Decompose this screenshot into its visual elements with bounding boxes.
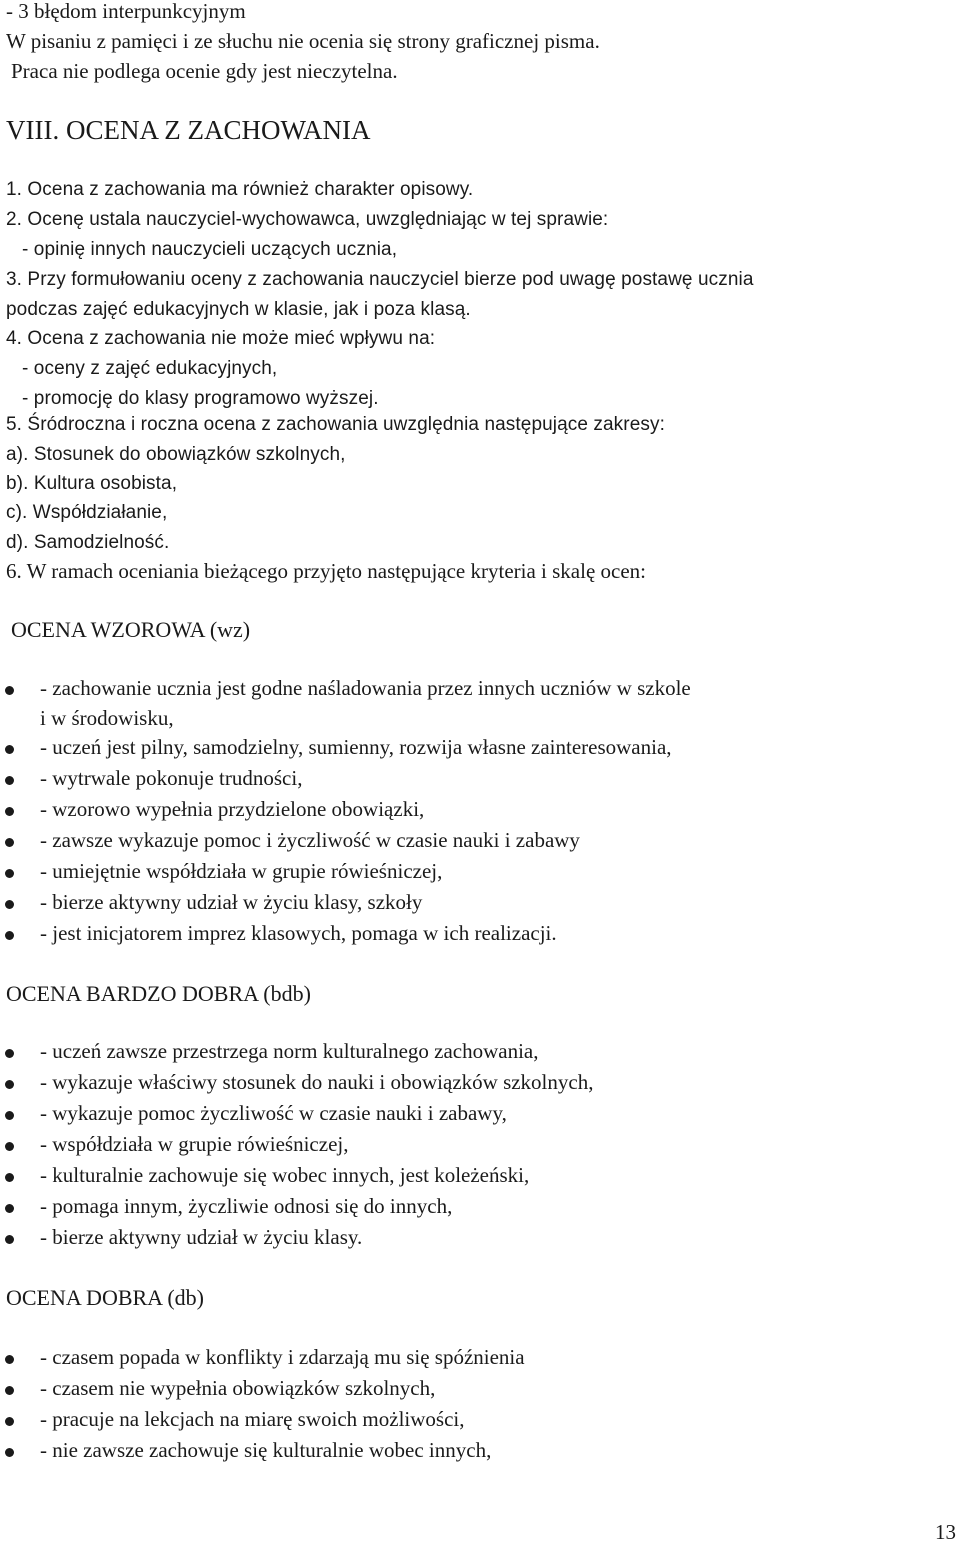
section-line: 2. Ocenę ustala nauczyciel-wychowawca, uwzględniając w tej sprawie:	[6, 209, 609, 230]
list-item: - współdziała w grupie rówieśniczej,	[40, 1132, 349, 1156]
list-item: - umiejętnie współdziała w grupie rówieśniczej,	[40, 859, 443, 883]
bullet-icon	[5, 1417, 14, 1426]
list-item: - wzorowo wypełnia przydzielone obowiązki,	[40, 797, 425, 821]
section-line: a). Stosunek do obowiązków szkolnych,	[6, 444, 346, 465]
bullet-icon	[5, 931, 14, 940]
list-item: - uczeń jest pilny, samodzielny, sumienny, rozwija własne zainteresowania,	[40, 735, 672, 759]
section-line: b). Kultura osobista,	[6, 473, 178, 494]
bullet-icon	[5, 1111, 14, 1120]
bullet-icon	[5, 1049, 14, 1058]
page-number: 13	[935, 1520, 956, 1544]
section-line: 5. Śródroczna i roczna ocena z zachowania uwzględnia następujące zakresy:	[6, 414, 665, 435]
bullet-icon	[5, 1448, 14, 1457]
grade-heading-dobra: OCENA DOBRA (db)	[6, 1285, 205, 1310]
section-line: 3. Przy formułowaniu oceny z zachowania nauczyciel bierze pod uwagę postawę ucznia	[6, 269, 754, 290]
intro-line: - 3 błędom interpunkcyjnym	[6, 0, 246, 23]
list-item: - wytrwale pokonuje trudności,	[40, 766, 303, 790]
list-item: - czasem popada w konflikty i zdarzają mu się spóźnienia	[40, 1345, 525, 1369]
intro-line: W pisaniu z pamięci i ze słuchu nie ocenia się strony graficznej pisma.	[6, 29, 600, 53]
grade-heading-wzorowa: OCENA WZOROWA (wz)	[11, 617, 251, 642]
section-line: c). Współdziałanie,	[6, 502, 168, 523]
list-item: - uczeń zawsze przestrzega norm kulturalnego zachowania,	[40, 1039, 539, 1063]
bullet-icon	[5, 869, 14, 878]
bullet-icon	[5, 1080, 14, 1089]
list-item: - kulturalnie zachowuje się wobec innych, jest koleżeński,	[40, 1163, 530, 1187]
bullet-icon	[5, 1142, 14, 1151]
section-line: 6. W ramach oceniania bieżącego przyjęto następujące kryteria i skalę ocen:	[6, 559, 646, 583]
list-item: - bierze aktywny udział w życiu klasy, szkoły	[40, 890, 423, 914]
list-item: - zachowanie ucznia jest godne naśladowania przez innych uczniów w szkole	[40, 676, 691, 700]
list-item: - pomaga innym, życzliwie odnosi się do innych,	[40, 1194, 453, 1218]
list-item: - nie zawsze zachowuje się kulturalnie wobec innych,	[40, 1438, 492, 1462]
intro-line: Praca nie podlega ocenie gdy jest nieczytelna.	[11, 59, 398, 83]
section-line: - oceny z zajęć edukacyjnych,	[22, 358, 278, 379]
section-line: 4. Ocena z zachowania nie może mieć wpływu na:	[6, 328, 436, 349]
section-line: podczas zajęć edukacyjnych w klasie, jak i poza klasą.	[6, 299, 471, 320]
bullet-icon	[5, 1355, 14, 1364]
bullet-icon	[5, 838, 14, 847]
list-item: - wykazuje pomoc życzliwość w czasie nauki i zabawy,	[40, 1101, 507, 1125]
list-item: - wykazuje właściwy stosunek do nauki i obowiązków szkolnych,	[40, 1070, 594, 1094]
bullet-icon	[5, 745, 14, 754]
bullet-icon	[5, 807, 14, 816]
bullet-icon	[5, 1386, 14, 1395]
list-item: - czasem nie wypełnia obowiązków szkolnych,	[40, 1376, 436, 1400]
list-item: i w środowisku,	[40, 706, 174, 730]
bullet-icon	[5, 1235, 14, 1244]
section-line: 1. Ocena z zachowania ma również charakter opisowy.	[6, 179, 474, 200]
bullet-icon	[5, 776, 14, 785]
section-line: - opinię innych nauczycieli uczących ucznia,	[22, 239, 398, 260]
list-item: - jest inicjatorem imprez klasowych, pomaga w ich realizacji.	[40, 921, 557, 945]
list-item: - bierze aktywny udział w życiu klasy.	[40, 1225, 363, 1249]
list-item: - pracuje na lekcjach na miarę swoich możliwości,	[40, 1407, 465, 1431]
bullet-icon	[5, 686, 14, 695]
list-item: - zawsze wykazuje pomoc i życzliwość w czasie nauki i zabawy	[40, 828, 580, 852]
grade-heading-bardzo-dobra: OCENA BARDZO DOBRA (bdb)	[6, 981, 311, 1006]
bullet-icon	[5, 900, 14, 909]
section-line: - promocję do klasy programowo wyższej.	[22, 388, 379, 409]
bullet-icon	[5, 1173, 14, 1182]
section-line: d). Samodzielność.	[6, 532, 170, 553]
bullet-icon	[5, 1204, 14, 1213]
section-title: VIII. OCENA Z ZACHOWANIA	[6, 115, 371, 145]
